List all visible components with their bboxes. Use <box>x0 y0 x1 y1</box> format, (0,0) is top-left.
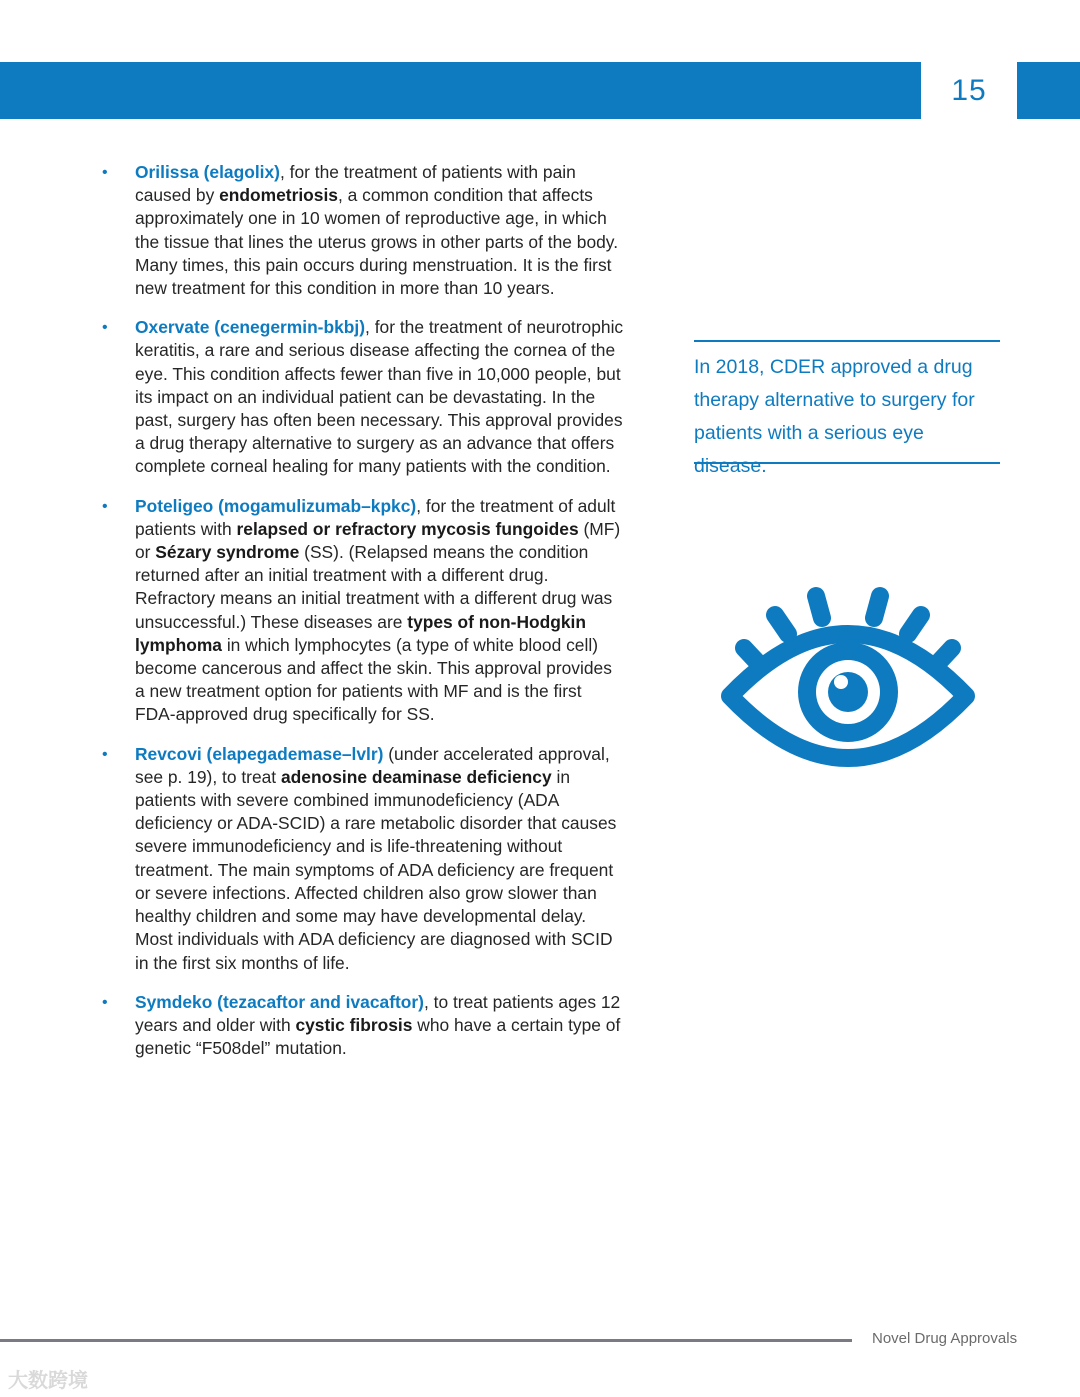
key-term: cystic fibrosis <box>295 1014 413 1035</box>
body-text: in patients with severe combined immunodeficiency (ADA deficiency or ADA-SCID) a rare metabolic disorder that causes severe immunodeficiency and is life-threatening without treatment. The main symptoms of ADA deficiency are frequent or severe infections. Affected children also grow slower than healthy children and some may have developmental delay. Most individuals with ADA deficiency are diagnosed with SCID in the first six months of life. <box>135 766 617 973</box>
drug-name: Oxervate (cenegermin-bkbj) <box>135 317 366 338</box>
drug-name: Poteligeo (mogamulizumab–kpkc) <box>135 495 417 516</box>
item-text <box>135 317 623 476</box>
item-text <box>135 744 616 973</box>
body-text: (SS). (Relapsed means the condition returned after an initial treatment with a different drug. Refractory means an initial treatment with a different drug was unsuccessful.) These diseases are <box>135 542 613 632</box>
body-text: (MF) or <box>135 518 621 563</box>
item-text <box>135 496 620 725</box>
footer-rule <box>0 1339 852 1342</box>
bullet-icon: • <box>102 319 108 337</box>
item-text <box>135 992 620 1058</box>
body-text: , to treat patients ages 12 years and older with <box>135 991 621 1035</box>
header-bar-end <box>1017 62 1080 119</box>
list-item <box>100 743 625 975</box>
bullet-icon: • <box>102 745 108 763</box>
drug-name: Revcovi (elapegademase–lvlr) <box>135 743 384 764</box>
item-text <box>135 162 618 298</box>
key-term: endometriosis <box>219 185 338 206</box>
footer-title: Novel Drug Approvals <box>872 1330 1018 1347</box>
body-text: , for the treatment of neurotrophic keratitis, a rare and serious disease affecting the cornea of the eye. This condition affects fewer than five in 10,000 people, but its impact on an individual patient can be devastating. In the past, surgery has often been necessary. This approval provides a drug therapy alternative to surgery as an advance that offers complete corneal healing for many patients with the condition. <box>135 317 624 477</box>
watermark: 大数跨境 <box>8 1370 88 1392</box>
bullet-icon: • <box>102 497 108 515</box>
key-term: adenosine deaminase deficiency <box>280 766 552 787</box>
eye-icon <box>718 586 978 778</box>
list-item <box>100 316 625 478</box>
body-text: , a common condition that affects approximately one in 10 women of reproductive age, in which the tissue that lines the uterus grows in other parts of the body. Many times, this pain occurs during menstruation. It is the first new treatment for this condition in more than 10 years. <box>135 185 619 299</box>
list-item <box>100 161 625 300</box>
body-text: , for the treatment of patients with pain caused by <box>135 162 576 206</box>
list-item <box>100 991 625 1061</box>
key-term: Sézary syndrome <box>155 542 300 563</box>
bullet-icon: • <box>102 164 108 181</box>
drug-name: Symdeko (tezacaftor and ivacaftor) <box>135 991 424 1012</box>
body-text: who have a certain type of genetic “F508del” mutation. <box>135 1014 621 1059</box>
pull-quote: In 2018, CDER approved a drug therapy alternative to surgery for patients with a serious eye disease. <box>694 340 1000 464</box>
header-bar <box>0 62 921 119</box>
drug-approval-list <box>100 161 625 1076</box>
drug-name: Orilissa (elagolix) <box>135 162 280 182</box>
list-item <box>100 495 625 727</box>
body-text: , for the treatment of adult patients with <box>135 495 616 539</box>
key-term: types of non-Hodgkin lymphoma <box>135 611 587 655</box>
body-text: (under accelerated approval, see p. 19), to treat <box>135 743 610 787</box>
body-text: in which lymphocytes (a type of white blood cell) become cancerous and affect the skin. This approval provides a new treatment option for patients with MF and is the first FDA-approved drug specifically for SS. <box>135 634 612 725</box>
bullet-icon: • <box>102 993 108 1011</box>
key-term: relapsed or refractory mycosis fungoides <box>236 518 579 539</box>
page-number: 15 <box>951 73 987 107</box>
